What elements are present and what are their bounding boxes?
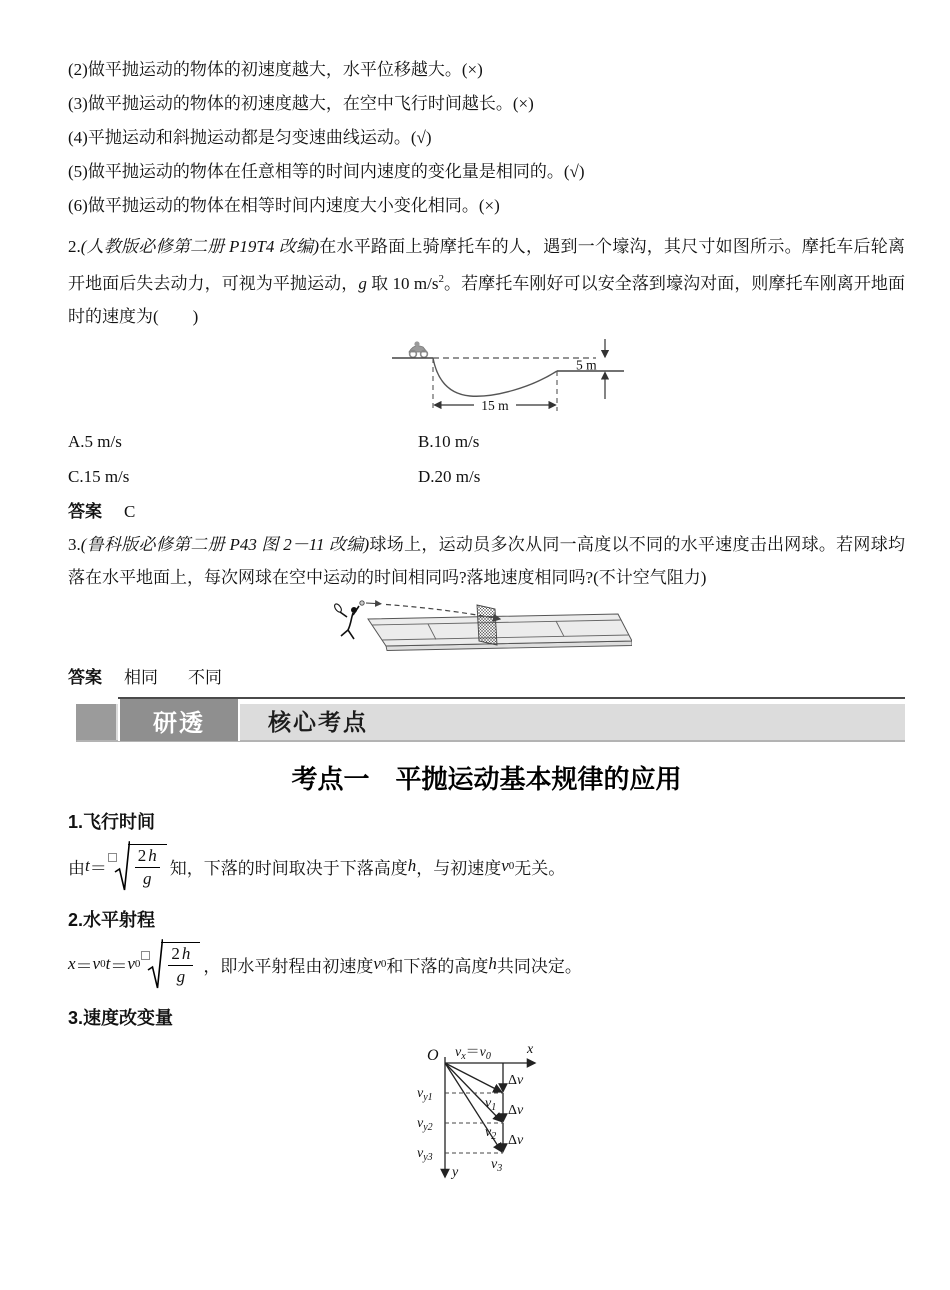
text-segment: 。若摩托车刚好可以安全落到壕沟对面，则摩托车刚离开地面时的速度为( ) (68, 274, 906, 326)
point-1-title: 1.飞行时间 (68, 812, 156, 832)
player-icon (333, 603, 359, 639)
statement (68, 94, 905, 113)
statement (68, 196, 905, 215)
delta-v-label-2: Δv (508, 1103, 524, 1118)
formula-text: ，与初速度 (416, 858, 502, 878)
topic-heading: 考点一 平抛运动基本规律的应用 (291, 764, 682, 794)
width-label: 15 m (481, 398, 509, 413)
motorcycle-icon (409, 341, 427, 357)
text-segment: 球场上，运动员多次从同一高度以不同的水平速度击出网球。若网球均落在水平地面上，每次网球在空中运动的时间相同吗?落地速度相同吗?(不计空气阻力) (68, 535, 906, 587)
formula-text: 共同决定。 (496, 956, 582, 976)
options-row-2 (68, 461, 905, 493)
x-axis-label: x (527, 1042, 534, 1057)
var-h: h (488, 954, 497, 973)
statement-label: (5) (68, 162, 88, 181)
text-segment: 3. (68, 535, 81, 554)
formula-horizontal-range: x ＝ v 0 t ＝ v 0 $\frac{2 h}{g}$ ， 即水平射程由初速度 v 0 和下落的高度 h 共同决定。 (68, 935, 905, 993)
text-segment: 2 (438, 273, 444, 285)
vx-equals-v0-label: vx＝v0 (455, 1045, 491, 1062)
judgement-mark: (×) (478, 196, 500, 215)
answer-label: 答案 (68, 668, 102, 687)
judgement-mark: (√) (563, 162, 585, 181)
var-x: x (68, 954, 76, 973)
judgement-mark: (×) (461, 60, 483, 79)
text-segment: 在水平路面上骑摩托车的人，遇到一个壕沟，其尺寸如图所示。摩托车后轮离开地面后失去动力，可视为平抛运动， (68, 237, 905, 293)
ditch-figure (390, 335, 630, 423)
judgement-mark: (√) (410, 128, 432, 147)
statement (68, 128, 905, 147)
text-segment: (人教版必修第二册 P19T4 改编) (80, 237, 319, 256)
vy2-label: vy2 (417, 1116, 433, 1133)
formula-flight-time: 由 t ＝ $\frac{2 h}{g}$ 知，下落的时间取决于下落高度 h ，与初速度 v 0 无关。 (68, 837, 905, 895)
question-3-text (68, 528, 905, 594)
formula-text: 即水平射程由初速度 (220, 956, 374, 976)
sqrt-expression (141, 937, 200, 991)
delta-v-label-1: Δv (508, 1073, 524, 1088)
formula-text: 知，下落的时间取决于下落高度 (169, 858, 408, 878)
equals-sign: ＝ (75, 956, 93, 976)
answer-q2 (68, 495, 905, 528)
var-v0: v (501, 856, 509, 875)
y-axis-label: y (452, 1165, 459, 1180)
answer-value: C (124, 502, 136, 521)
formula-text: 和下落的高度 (386, 956, 489, 976)
tennis-court-figure (332, 595, 632, 659)
statement-label: (6) (68, 196, 88, 215)
question-2-text (68, 230, 905, 333)
statement-text: 平抛运动和斜抛运动都是匀变速曲线运动。 (87, 128, 411, 147)
statement-text: 做平抛运动的物体的初速度越大，水平位移越大。 (87, 60, 462, 79)
formula-text: ， (203, 956, 221, 976)
origin-label: O (427, 1047, 439, 1064)
answer-value-1: 相同 (124, 668, 158, 687)
text-segment: 2. (68, 237, 81, 256)
banner-title: 核心考点 (268, 709, 368, 735)
radicand (161, 942, 200, 986)
statement-label: (3) (68, 94, 88, 113)
point-2-title: 2.水平射程 (68, 910, 156, 930)
point-3-title: 3.速度改变量 (68, 1008, 174, 1028)
statement (68, 162, 905, 181)
answer-value-2: 不同 (188, 668, 222, 687)
option-c: C.15 m/s (68, 467, 130, 486)
equals-sign: ＝ (110, 956, 128, 976)
statement-label: (4) (68, 128, 88, 147)
statement-text: 做平抛运动的物体在相等时间内速度大小变化相同。 (87, 196, 479, 215)
statement (68, 60, 905, 79)
v2-label: v2 (485, 1125, 497, 1142)
equals-sign: ＝ (89, 858, 107, 878)
velocity-vector-1 (445, 1063, 502, 1092)
fraction-denominator: g (176, 967, 186, 986)
depth-label: 5 m (576, 357, 597, 373)
option-d: D.20 m/s (418, 467, 481, 486)
option-a: A.5 m/s (68, 432, 122, 451)
text-segment: 取 10 m/s (366, 274, 439, 293)
var-h: h (407, 856, 417, 875)
formula-text: 无关。 (514, 858, 566, 878)
section-banner (68, 697, 905, 743)
fraction-numerator: 2 h (135, 847, 160, 868)
fraction-numerator: 2 h (168, 945, 193, 966)
vy1-label: vy1 (417, 1086, 433, 1103)
judgement-mark: (×) (512, 94, 534, 113)
banner-left-block (76, 704, 116, 740)
tennis-ball (360, 601, 364, 605)
var-v0: v (92, 954, 101, 973)
answer-q3 (68, 661, 905, 694)
statement-text: 做平抛运动的物体的初速度越大，在空中飞行时间越长。 (87, 94, 513, 113)
v3-label: v3 (491, 1157, 503, 1174)
banner-tag: 研透 (118, 699, 240, 741)
delta-v-label-3: Δv (508, 1133, 524, 1148)
fraction-denominator: g (142, 869, 152, 888)
sqrt-expression (108, 839, 167, 893)
radicand (128, 844, 167, 888)
initial-velocity-arrow (366, 603, 381, 604)
ditch-curve (433, 358, 557, 396)
text-segment: g (358, 274, 367, 293)
v1-label: v1 (485, 1096, 497, 1113)
net (477, 605, 497, 645)
option-b: B.10 m/s (418, 432, 480, 451)
formula-prefix: 由 (68, 858, 85, 878)
statement-text: 做平抛运动的物体在任意相等的时间内速度的变化量是相同的。 (87, 162, 564, 181)
var-t: t (85, 856, 90, 875)
var-v0: v (127, 954, 135, 973)
answer-label: 答案 (68, 502, 102, 521)
var-t: t (105, 954, 111, 973)
text-segment: (鲁科版必修第二册 P43 图 2－11 改编) (80, 535, 370, 554)
statement-label: (2) (68, 60, 88, 79)
velocity-vector-figure (405, 1035, 555, 1183)
vy3-label: vy3 (417, 1146, 433, 1163)
options-row-1 (68, 426, 905, 458)
var-v0: v (373, 954, 381, 973)
